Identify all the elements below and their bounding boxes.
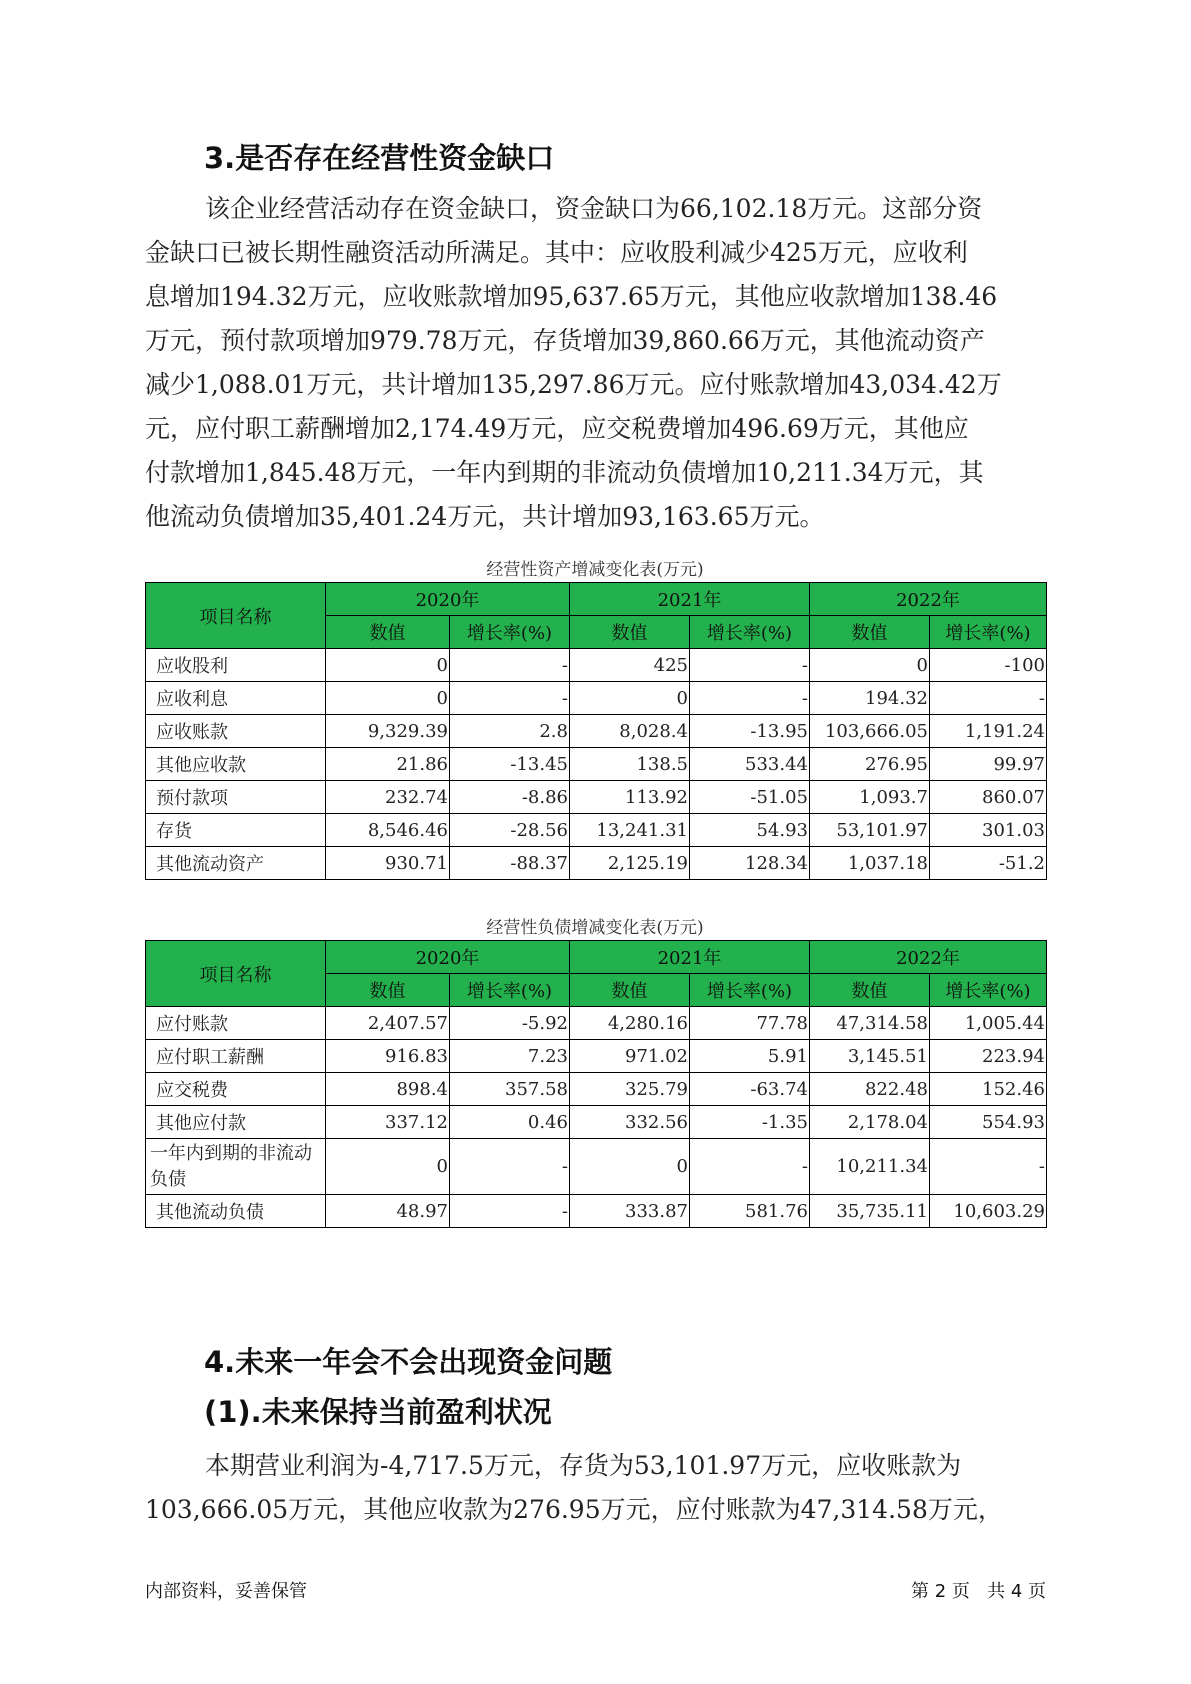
value-cell: 53,101.97 [810, 814, 930, 847]
year-header: 2020年 [326, 583, 570, 616]
item-name-header: 项目名称 [146, 583, 326, 649]
growth-rate-cell: - [690, 682, 810, 715]
value-cell: 194.32 [810, 682, 930, 715]
row-item-name: 其他应付款 [146, 1106, 326, 1139]
assets-table-body [146, 649, 1047, 880]
section-4-paragraph [145, 1444, 1045, 1532]
paragraph-line: 该企业经营活动存在资金缺口，资金缺口为66,102.18万元。这部分资 [205, 194, 983, 223]
value-cell: 103,666.05 [810, 715, 930, 748]
growth-rate-cell: -1.35 [690, 1106, 810, 1139]
row-item-name: 其他应收款 [146, 748, 326, 781]
growth-rate-cell: - [690, 1139, 810, 1195]
year-header: 2022年 [810, 941, 1047, 974]
growth-rate-cell: -88.37 [450, 847, 570, 880]
year-header: 2021年 [570, 941, 810, 974]
value-cell: 0 [326, 649, 450, 682]
paragraph-line: 本期营业利润为-4,717.5万元，存货为53,101.97万元，应收账款为 [205, 1451, 962, 1480]
row-item-name: 应付职工薪酬 [146, 1040, 326, 1073]
paragraph-line: 减少1,088.01万元，共计增加135,297.86万元。应付账款增加43,034.42万 [145, 370, 1002, 399]
value-cell: 8,546.46 [326, 814, 450, 847]
row-item-name: 一年内到期的非流动负债 [146, 1139, 326, 1195]
table-row [146, 781, 1047, 814]
value-cell: 48.97 [326, 1195, 450, 1228]
paragraph-line: 万元，预付款项增加979.78万元，存货增加39,860.66万元，其他流动资产 [145, 326, 985, 355]
paragraph-line: 他流动负债增加35,401.24万元，共计增加93,163.65万元。 [145, 502, 825, 531]
row-item-name: 存货 [146, 814, 326, 847]
growth-rate-cell: - [690, 649, 810, 682]
value-cell: 822.48 [810, 1073, 930, 1106]
value-cell: 4,280.16 [570, 1007, 690, 1040]
value-cell: 916.83 [326, 1040, 450, 1073]
footer-left-note: 内部资料，妥善保管 [145, 1581, 307, 1602]
growth-rate-cell: 7.23 [450, 1040, 570, 1073]
value-cell: 21.86 [326, 748, 450, 781]
growth-rate-cell: - [450, 1139, 570, 1195]
value-cell: 10,211.34 [810, 1139, 930, 1195]
value-cell: 232.74 [326, 781, 450, 814]
growth-rate-cell: 581.76 [690, 1195, 810, 1228]
value-cell: 2,178.04 [810, 1106, 930, 1139]
value-cell: 1,037.18 [810, 847, 930, 880]
row-item-name: 应收股利 [146, 649, 326, 682]
growth-rate-cell: -51.05 [690, 781, 810, 814]
growth-rate-cell: 533.44 [690, 748, 810, 781]
value-cell: 47,314.58 [810, 1007, 930, 1040]
value-cell: 0 [326, 682, 450, 715]
growth-rate-cell: 357.58 [450, 1073, 570, 1106]
table-row [146, 1195, 1047, 1228]
growth-rate-cell: 1,191.24 [930, 715, 1047, 748]
item-name-header: 项目名称 [146, 941, 326, 1007]
row-item-name: 应收利息 [146, 682, 326, 715]
value-header: 数值 [570, 974, 690, 1007]
row-item-name: 预付款项 [146, 781, 326, 814]
footer-page-number: 第 2 页 共 4 页 [911, 1581, 1046, 1602]
value-cell: 2,125.19 [570, 847, 690, 880]
liabilities-change-table [145, 940, 1047, 1228]
growth-rate-cell: 860.07 [930, 781, 1047, 814]
value-cell: 333.87 [570, 1195, 690, 1228]
section-4-subheading: (1).未来保持当前盈利状况 [204, 1395, 552, 1429]
growth-rate-header: 增长率(%) [690, 974, 810, 1007]
value-cell: 13,241.31 [570, 814, 690, 847]
value-cell: 325.79 [570, 1073, 690, 1106]
growth-rate-cell: 128.34 [690, 847, 810, 880]
growth-rate-cell: -63.74 [690, 1073, 810, 1106]
row-item-name: 其他流动资产 [146, 847, 326, 880]
assets-table-caption: 经营性资产增减变化表(万元) [486, 560, 704, 580]
growth-rate-cell: 5.91 [690, 1040, 810, 1073]
value-cell: 138.5 [570, 748, 690, 781]
assets-change-table [145, 582, 1047, 880]
year-header: 2022年 [810, 583, 1047, 616]
growth-rate-cell: 54.93 [690, 814, 810, 847]
value-cell: 0 [570, 1139, 690, 1195]
growth-rate-cell: - [450, 682, 570, 715]
paragraph-line: 付款增加1,845.48万元，一年内到期的非流动负债增加10,211.34万元，其 [145, 458, 984, 487]
growth-rate-header: 增长率(%) [690, 616, 810, 649]
growth-rate-cell: 152.46 [930, 1073, 1047, 1106]
growth-rate-cell: -8.86 [450, 781, 570, 814]
value-cell: 930.71 [326, 847, 450, 880]
growth-rate-cell: 99.97 [930, 748, 1047, 781]
value-cell: 9,329.39 [326, 715, 450, 748]
value-cell: 332.56 [570, 1106, 690, 1139]
liabilities-table-body [146, 1007, 1047, 1228]
value-cell: 1,093.7 [810, 781, 930, 814]
growth-rate-cell: -13.95 [690, 715, 810, 748]
growth-rate-cell: -100 [930, 649, 1047, 682]
table-row [146, 1040, 1047, 1073]
growth-rate-cell: - [450, 649, 570, 682]
value-cell: 898.4 [326, 1073, 450, 1106]
growth-rate-header: 增长率(%) [450, 974, 570, 1007]
value-header: 数值 [810, 616, 930, 649]
growth-rate-header: 增长率(%) [930, 974, 1047, 1007]
value-cell: 2,407.57 [326, 1007, 450, 1040]
growth-rate-cell: 1,005.44 [930, 1007, 1047, 1040]
value-cell: 425 [570, 649, 690, 682]
growth-rate-cell: 77.78 [690, 1007, 810, 1040]
table-row [146, 1139, 1047, 1195]
paragraph-line: 金缺口已被长期性融资活动所满足。其中：应收股利减少425万元，应收利 [145, 238, 968, 267]
row-item-name: 应交税费 [146, 1073, 326, 1106]
value-header: 数值 [810, 974, 930, 1007]
paragraph-line: 103,666.05万元，其他应收款为276.95万元，应付账款为47,314.58万元， [145, 1495, 1003, 1524]
growth-rate-cell: 10,603.29 [930, 1195, 1047, 1228]
year-header: 2020年 [326, 941, 570, 974]
paragraph-line: 息增加194.32万元，应收账款增加95,637.65万元，其他应收款增加138.46 [145, 282, 998, 311]
growth-rate-cell: 223.94 [930, 1040, 1047, 1073]
table-row [146, 748, 1047, 781]
row-item-name: 应收账款 [146, 715, 326, 748]
value-cell: 276.95 [810, 748, 930, 781]
section-3-paragraph [145, 187, 1045, 539]
value-cell: 337.12 [326, 1106, 450, 1139]
value-header: 数值 [326, 974, 450, 1007]
row-item-name: 应付账款 [146, 1007, 326, 1040]
table-row [146, 715, 1047, 748]
growth-rate-cell: 301.03 [930, 814, 1047, 847]
table-row [146, 1007, 1047, 1040]
value-cell: 0 [810, 649, 930, 682]
value-cell: 971.02 [570, 1040, 690, 1073]
growth-rate-cell: 2.8 [450, 715, 570, 748]
growth-rate-cell: 554.93 [930, 1106, 1047, 1139]
row-item-name: 其他流动负债 [146, 1195, 326, 1228]
paragraph-line: 元，应付职工薪酬增加2,174.49万元，应交税费增加496.69万元，其他应 [145, 414, 969, 443]
growth-rate-cell: - [930, 1139, 1047, 1195]
growth-rate-cell: - [450, 1195, 570, 1228]
liabilities-table-caption: 经营性负债增减变化表(万元) [486, 918, 704, 938]
table-row [146, 1073, 1047, 1106]
value-cell: 0 [570, 682, 690, 715]
growth-rate-cell: -28.56 [450, 814, 570, 847]
value-cell: 113.92 [570, 781, 690, 814]
growth-rate-header: 增长率(%) [450, 616, 570, 649]
growth-rate-header: 增长率(%) [930, 616, 1047, 649]
value-header: 数值 [570, 616, 690, 649]
growth-rate-cell: -51.2 [930, 847, 1047, 880]
table-row [146, 814, 1047, 847]
value-cell: 3,145.51 [810, 1040, 930, 1073]
growth-rate-cell: - [930, 682, 1047, 715]
table-row [146, 847, 1047, 880]
value-header: 数值 [326, 616, 450, 649]
section-4-heading: 4.未来一年会不会出现资金问题 [204, 1345, 613, 1379]
table-row [146, 1106, 1047, 1139]
value-cell: 0 [326, 1139, 450, 1195]
table-row [146, 682, 1047, 715]
section-3-heading: 3.是否存在经营性资金缺口 [204, 141, 555, 175]
value-cell: 35,735.11 [810, 1195, 930, 1228]
growth-rate-cell: 0.46 [450, 1106, 570, 1139]
growth-rate-cell: -5.92 [450, 1007, 570, 1040]
value-cell: 8,028.4 [570, 715, 690, 748]
growth-rate-cell: -13.45 [450, 748, 570, 781]
table-row [146, 649, 1047, 682]
year-header: 2021年 [570, 583, 810, 616]
